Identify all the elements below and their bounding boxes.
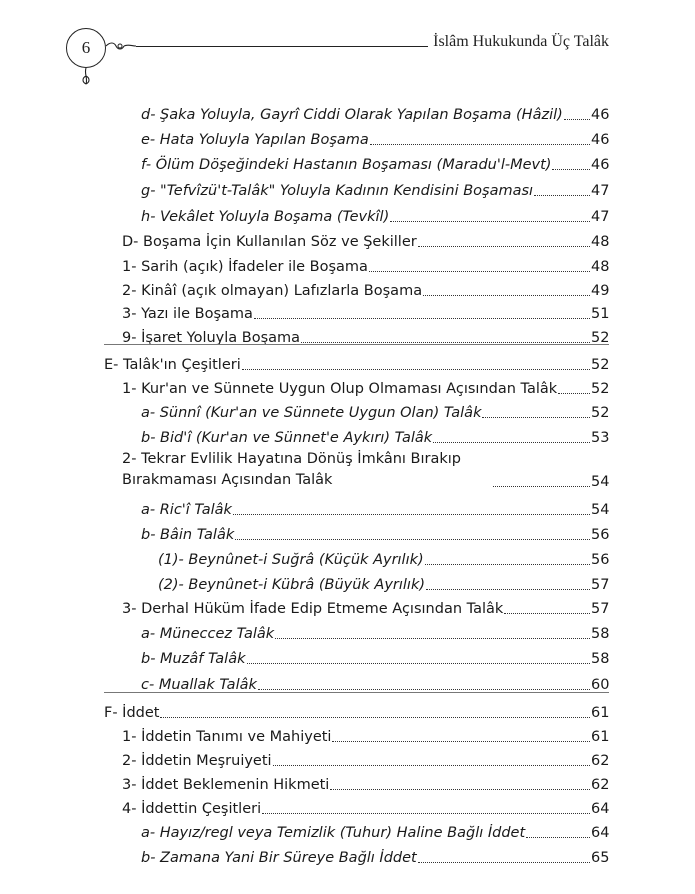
toc-entry-title: 2- Kinâî (açık olmayan) Lafızlarla Boşama	[122, 283, 423, 299]
toc-entry[interactable]	[122, 299, 609, 323]
toc-entry-page: 48	[591, 234, 610, 250]
toc-entry[interactable]	[141, 125, 609, 149]
toc-entry-page: 60	[591, 677, 610, 693]
dot-leader	[423, 295, 590, 296]
toc-entry-title: h- Vekâlet Yoluyla Boşama (Tevkîl)	[141, 209, 390, 225]
toc-entry[interactable]	[141, 619, 609, 643]
toc-entry[interactable]	[104, 698, 609, 722]
toc-entry[interactable]	[141, 818, 609, 842]
toc-entry-page: 49	[591, 283, 610, 299]
dot-leader	[273, 765, 590, 766]
toc-entry-page: 53	[591, 430, 610, 446]
toc-entry-title: a- Ric'î Talâk	[141, 502, 232, 518]
toc-entry[interactable]	[122, 447, 609, 491]
toc-entry[interactable]	[141, 398, 609, 422]
toc-entry-title: 3- İddet Beklemenin Hikmeti	[122, 777, 330, 793]
toc-entry-page: 56	[591, 527, 610, 543]
dot-leader	[425, 564, 590, 565]
page-number: 6	[66, 28, 106, 68]
dot-leader	[493, 486, 590, 487]
toc-entry-title: 4- İddettin Çeşitleri	[122, 801, 262, 817]
toc-entry-title: c- Muallak Talâk	[141, 677, 257, 693]
toc-entry-title: 1- Kur'an ve Sünnete Uygun Olup Olmaması Açısından Talâk	[122, 381, 558, 397]
toc-entry-title: 3- Derhal Hüküm İfade Edip Etmeme Açısından Talâk	[122, 601, 504, 617]
toc-entry-page: 54	[591, 474, 610, 490]
dot-leader	[262, 813, 590, 814]
dot-leader	[418, 862, 590, 863]
toc-entry[interactable]	[104, 350, 609, 374]
toc-entry-title: (2)- Beynûnet-i Kübrâ (Büyük Ayrılık)	[158, 577, 426, 593]
dot-leader	[482, 417, 590, 418]
dot-leader	[433, 442, 590, 443]
toc-entry-page: 62	[591, 753, 610, 769]
toc-entry-page: 47	[591, 183, 610, 199]
dot-leader	[552, 169, 590, 170]
toc-entry[interactable]	[141, 644, 609, 668]
toc-entry[interactable]	[141, 423, 609, 447]
toc-entry-page: 57	[591, 601, 610, 617]
dot-leader	[235, 539, 590, 540]
dot-leader	[242, 369, 590, 370]
dot-leader	[558, 393, 590, 394]
toc-entry-title: d- Şaka Yoluyla, Gayrî Ciddi Olarak Yapılan Boşama (Hâzil)	[141, 107, 563, 123]
toc-entry-title: a- Hayız/regl veya Temizlik (Tuhur) Haline Bağlı İddet	[141, 825, 526, 841]
toc-entry[interactable]	[122, 722, 609, 746]
toc-entry[interactable]	[122, 594, 609, 618]
toc-entry-page: 61	[591, 705, 610, 721]
toc-entry-title: b- Bid'î (Kur'an ve Sünnet'e Aykırı) Talâk	[141, 430, 433, 446]
toc-entry-title: 1- Sarih (açık) İfadeler ile Boşama	[122, 259, 368, 275]
dot-leader	[504, 613, 590, 614]
header-divider	[136, 46, 428, 47]
dot-leader	[275, 638, 590, 639]
toc-entry-page: 48	[591, 259, 610, 275]
toc-entry[interactable]	[141, 843, 609, 867]
toc-entry-page: 52	[591, 381, 610, 397]
dot-leader	[564, 119, 590, 120]
toc-entry-title: 2- Tekrar Evlilik Hayatına Dönüş İmkânı Bırakıp Bırakmaması Açısından Talâk	[122, 451, 462, 488]
toc-entry[interactable]	[158, 570, 609, 594]
book-title: İslâm Hukukunda Üç Talâk	[433, 33, 609, 50]
dot-leader	[233, 514, 590, 515]
toc-entry[interactable]	[141, 176, 609, 200]
section-divider	[104, 692, 609, 693]
toc-entry-title: e- Hata Yoluyla Yapılan Boşama	[141, 132, 369, 148]
toc-entry-title: a- Sünnî (Kur'an ve Sünnete Uygun Olan) Talâk	[141, 405, 482, 421]
toc-entry-page: 47	[591, 209, 610, 225]
toc-entry-page: 46	[591, 157, 610, 173]
toc-entry[interactable]	[122, 252, 609, 276]
dot-leader	[330, 789, 590, 790]
toc-entry-page: 62	[591, 777, 610, 793]
toc-entry-page: 56	[591, 552, 610, 568]
toc-entry[interactable]	[122, 374, 609, 398]
dot-leader	[254, 318, 590, 319]
toc-entry-title: b- Bâin Talâk	[141, 527, 235, 543]
toc-entry-page: 46	[591, 107, 610, 123]
toc-entry-page: 52	[591, 357, 610, 373]
toc-entry[interactable]	[141, 520, 609, 544]
toc-entry[interactable]	[158, 545, 609, 569]
toc-entry-page: 54	[591, 502, 610, 518]
toc-entry-page: 52	[591, 405, 610, 421]
toc-entry-title: a- Müneccez Talâk	[141, 626, 275, 642]
toc-entry-page: 64	[591, 825, 610, 841]
toc-entry-title: 9- İşaret Yoluyla Boşama	[122, 330, 301, 346]
dot-leader	[258, 689, 590, 690]
toc-entry[interactable]	[141, 495, 609, 519]
dot-leader	[332, 741, 590, 742]
dot-leader	[390, 221, 590, 222]
toc-entry-page: 57	[591, 577, 610, 593]
toc-entry-title: b- Muzâf Talâk	[141, 651, 246, 667]
toc-entry-page: 52	[591, 330, 610, 346]
dot-leader	[301, 342, 590, 343]
dot-leader	[370, 144, 590, 145]
dot-leader	[160, 717, 590, 718]
toc-entry-page: 58	[591, 626, 610, 642]
toc-entry-title: g- "Tefvîzü't-Talâk" Yoluyla Kadının Kendisini Boşaması	[141, 183, 534, 199]
toc-entry-title: 2- İddetin Meşruiyeti	[122, 753, 272, 769]
toc-entry-page: 64	[591, 801, 610, 817]
toc-entry-page: 61	[591, 729, 610, 745]
toc-entry[interactable]	[122, 770, 609, 794]
dot-leader	[418, 246, 590, 247]
dot-leader	[534, 195, 590, 196]
toc-entry-page: 65	[591, 850, 610, 866]
toc-entry[interactable]	[122, 746, 609, 770]
toc-entry-page: 46	[591, 132, 610, 148]
toc-entry-title: E- Talâk'ın Çeşitleri	[104, 357, 241, 373]
toc-entry[interactable]	[141, 670, 609, 694]
toc-entry[interactable]	[141, 150, 609, 174]
toc-entry-title: F- İddet	[104, 705, 160, 721]
dot-leader	[526, 837, 590, 838]
dot-leader	[369, 271, 590, 272]
toc-entry[interactable]	[122, 794, 609, 818]
dot-leader	[247, 663, 591, 664]
toc-entry-title: (1)- Beynûnet-i Suğrâ (Küçük Ayrılık)	[158, 552, 424, 568]
toc-entry[interactable]	[141, 100, 609, 124]
toc-entry-page: 51	[591, 306, 610, 322]
toc-entry-title: b- Zamana Yani Bir Süreye Bağlı İddet	[141, 850, 417, 866]
toc-entry[interactable]	[141, 202, 609, 226]
section-divider	[104, 344, 609, 345]
toc-entry[interactable]	[122, 227, 609, 251]
toc-entry-title: f- Ölüm Döşeğindeki Hastanın Boşaması (Maradu'l-Mevt)	[141, 157, 552, 173]
dot-leader	[426, 589, 590, 590]
toc-entry-page: 58	[591, 651, 610, 667]
toc-entry-title: 1- İddetin Tanımı ve Mahiyeti	[122, 729, 332, 745]
toc-entry-title: 3- Yazı ile Boşama	[122, 306, 253, 322]
toc-entry-title: D- Boşama İçin Kullanılan Söz ve Şekiller	[122, 234, 417, 250]
toc-entry[interactable]	[122, 276, 609, 300]
page-header	[0, 0, 695, 100]
